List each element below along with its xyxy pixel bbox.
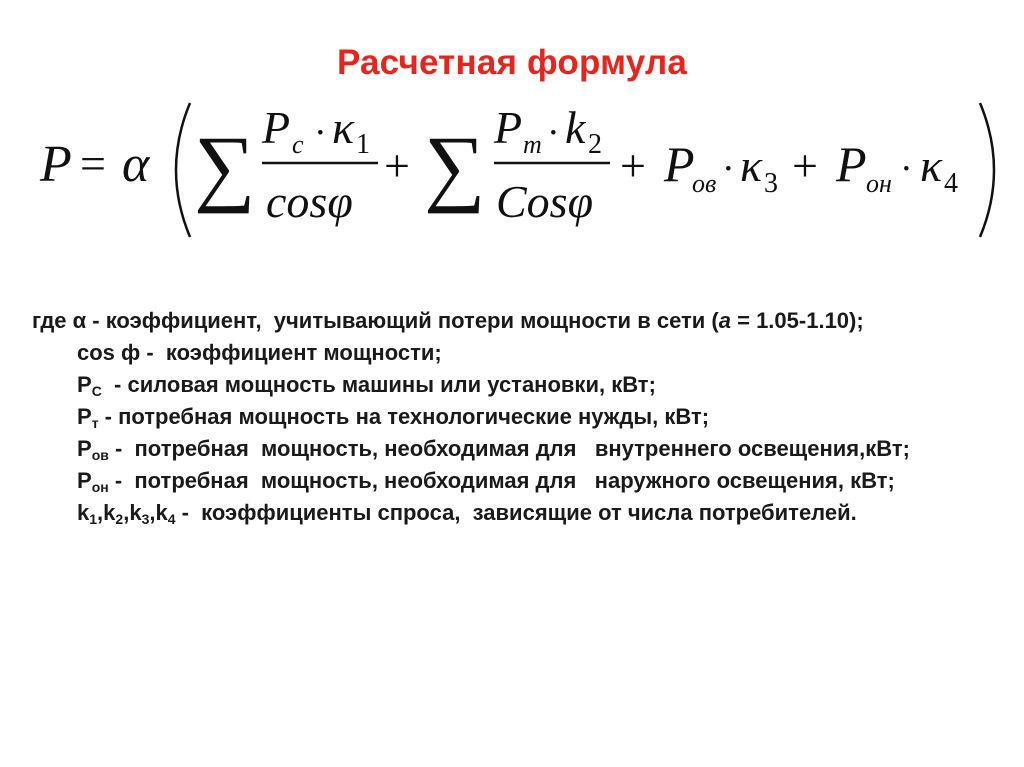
left-paren [176,103,190,237]
pov-subscript: ов [91,447,109,463]
term3-p: P [664,136,695,192]
k3-subscript: 3 [141,511,150,527]
pov-symbol: P [77,436,92,461]
pc-symbol: P [77,372,92,397]
definition-k [32,497,1012,529]
k4-symbol: ,k [149,500,168,525]
definition-alpha [32,305,1012,337]
k-text: - коэффициенты спроса, зависящие от числа потребителей. [175,500,857,525]
pon-text: - потребная мощность, необходимая для наружного освещения, кВт; [108,468,895,493]
k1-subscript: 1 [89,511,98,527]
k2-subscript: 2 [115,511,124,527]
pt-text: - потребная мощность на технологические нужды, кВт; [98,404,710,429]
definition-pov [32,433,1012,465]
term4-k: κ [920,140,943,191]
formula-graphic [0,95,1024,245]
definition-pon [32,465,1012,497]
k4-subscript: 4 [167,511,176,527]
k3-symbol: ,k [123,500,142,525]
right-paren [980,103,994,237]
plus-2: + [620,140,646,191]
definition-pt [32,401,1012,433]
term4-p: P [836,136,867,192]
k2-symbol: ,k [97,500,116,525]
pt-symbol: P [77,404,92,429]
sum-sign-2: ∑ [424,118,486,214]
slide-title: Расчетная формула [336,43,688,82]
term1-k-sub: 1 [356,129,370,160]
term1-k: κ [332,102,355,153]
term3-k: κ [740,140,763,191]
term1-p-sub: c [292,130,304,159]
term2-dot: · [547,112,560,154]
term3-k-sub: 3 [764,168,778,199]
formula-lhs: P [40,136,72,193]
pon-symbol: P [77,468,92,493]
pon-subscript: он [91,479,109,495]
plus-3: + [792,140,818,191]
term4-p-sub: он [866,169,892,198]
term1-dot: · [314,112,327,154]
formula-alpha: α [122,136,150,193]
pov-text: - потребная мощность, необходимая для внутреннего освещения,кВт; [108,436,910,461]
plus-1: + [384,140,410,191]
definitions-list [32,305,1012,529]
pt-subscript: т [91,415,99,431]
term3-p-sub: ов [692,169,717,198]
term2-denominator: Cosφ [496,176,594,227]
definition-pc [32,369,1012,401]
term2-k-sub: 2 [588,129,602,160]
term4-k-sub: 4 [944,168,958,199]
pc-text: - силовая мощность машины или установки, кВт; [101,372,656,397]
pc-subscript: C [91,383,102,399]
sum-sign-1: ∑ [194,118,256,214]
formula-equals: = [80,138,106,189]
term2-k: k [565,102,586,153]
power-formula [0,95,1024,245]
k1-symbol: k [77,500,90,525]
definition-cos: cos ф - коэффициент мощности; [77,340,442,365]
term2-p: P [494,102,523,153]
definition-alpha-var: a [718,308,731,333]
definition-alpha-range: = 1.05-1.10); [731,308,864,333]
term3-dot: · [722,148,735,190]
term2-p-sub: m [523,130,542,159]
definition-alpha-text: где α - коэффициент, учитывающий потери мощности в сети ( [32,308,719,333]
term4-dot: · [900,148,913,190]
term1-denominator: cosφ [266,176,353,227]
term1-p: P [262,102,291,153]
